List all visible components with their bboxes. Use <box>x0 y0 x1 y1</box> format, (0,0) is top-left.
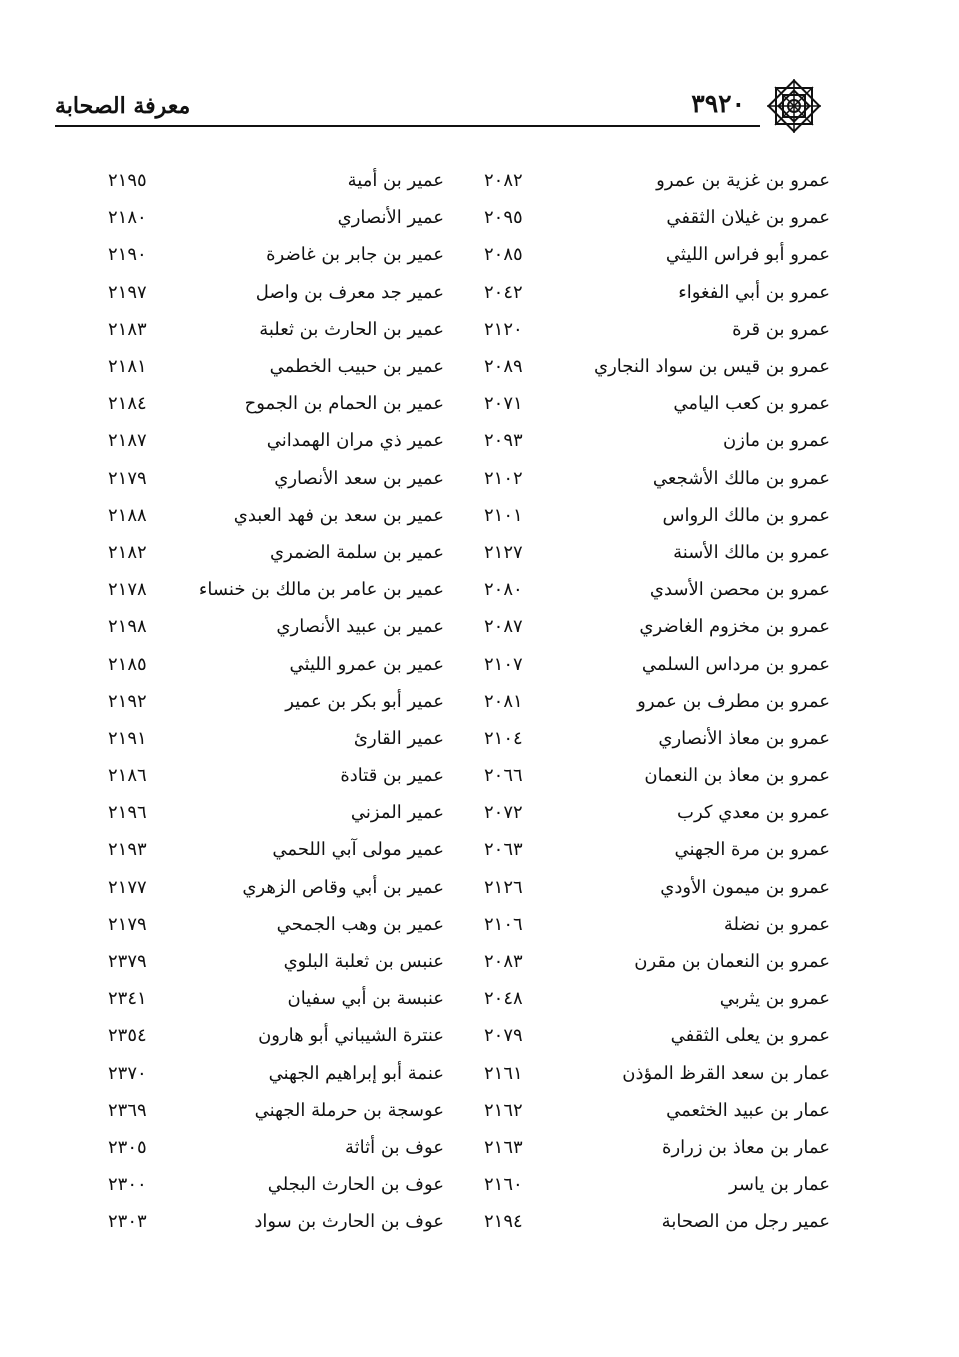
entry-name: عمير بن حبيب الخطمي <box>269 356 444 378</box>
index-entry <box>471 422 830 459</box>
entry-reference-number: ٢١٠٢ <box>484 467 523 489</box>
index-entry <box>100 236 459 273</box>
index-entry <box>100 348 459 385</box>
index-entry <box>100 869 459 906</box>
index-entry <box>100 385 459 422</box>
entry-name: عمرو بن يعلى الثقفي <box>670 1025 830 1047</box>
book-title: معرفة الصحابة <box>55 93 191 119</box>
entry-name: عمرو بن يثربي <box>719 988 830 1010</box>
index-entry <box>471 274 830 311</box>
entry-name: عمرو بن مالك الأسنة <box>673 541 830 563</box>
entry-name: عمرو بن مازن <box>723 430 830 452</box>
entry-reference-number: ٢١٩٦ <box>108 802 147 824</box>
entry-reference-number: ٢١٦٠ <box>484 1174 523 1196</box>
entry-reference-number: ٢٣٦٩ <box>108 1099 147 1121</box>
index-entry <box>471 794 830 831</box>
entry-name: عمير بن عبيد الأنصاري <box>276 616 444 638</box>
entry-reference-number: ٢١٧٨ <box>108 579 147 601</box>
entry-name: عمير الأنصاري <box>337 207 444 229</box>
entry-reference-number: ٢١٧٩ <box>108 467 147 489</box>
index-entry <box>471 1166 830 1203</box>
index-entry <box>471 1092 830 1129</box>
entry-reference-number: ٢٠٩٥ <box>484 207 523 229</box>
index-entry <box>471 311 830 348</box>
entry-name: عمرو بن معاذ الأنصاري <box>658 727 830 749</box>
entry-reference-number: ٢١٨٥ <box>108 653 147 675</box>
index-entry <box>100 794 459 831</box>
index-entry <box>471 757 830 794</box>
entry-name: عنبس بن ثعلبة البلوي <box>283 951 444 973</box>
entry-name: عمرو بن معاذ بن النعمان <box>644 765 830 787</box>
entry-name: عمرو بن ميمون الأودي <box>660 876 830 898</box>
entry-name: عمير بن الحمام بن الجموح <box>244 393 444 415</box>
entry-reference-number: ٢١٨٣ <box>108 318 147 340</box>
index-column-right <box>471 162 830 1240</box>
entry-name: عمرو بن محصن الأسدي <box>649 579 830 601</box>
index-entry <box>100 608 459 645</box>
index-entry <box>100 571 459 608</box>
entry-name: عمرو بن النعمان بن مقرن <box>634 951 830 973</box>
entry-name: عمار بن ياسر <box>729 1174 830 1196</box>
entry-name: عمرو بن قيس بن سواد النجاري <box>594 356 830 378</box>
entry-name: عمير بن سلمة الضمري <box>269 541 444 563</box>
index-entry <box>100 1166 459 1203</box>
index-entry <box>471 385 830 422</box>
entry-name: عمير جد معرف بن واصل <box>255 281 444 303</box>
page-number: ٣٩٢٠ <box>691 89 745 118</box>
entry-reference-number: ٢٣٤١ <box>108 988 147 1010</box>
entry-name: عمرو بن مرداس السلمي <box>641 653 830 675</box>
entry-name: عمرو أبو فراس الليثي <box>665 244 830 266</box>
index-entry <box>471 199 830 236</box>
index-entry <box>100 943 459 980</box>
entry-reference-number: ٢١٦٣ <box>484 1136 523 1158</box>
index-entry <box>471 162 830 199</box>
entry-name: عوف بن أثاثة <box>344 1136 444 1158</box>
entry-name: عمرو بن مطرف بن عمرو <box>637 690 830 712</box>
entry-name: عمار بن سعد القرظ المؤذن <box>622 1062 830 1084</box>
entry-reference-number: ٢٠٧٢ <box>484 802 523 824</box>
entry-reference-number: ٢٠٨٢ <box>484 170 523 192</box>
index-entry <box>471 980 830 1017</box>
entry-name: عمير ذي مران الهمداني <box>266 430 444 452</box>
entry-reference-number: ٢٣٧٩ <box>108 951 147 973</box>
entry-reference-number: ٢٣٠٥ <box>108 1136 147 1158</box>
entry-name: عمير بن أبي وقاص الزهري <box>242 876 444 898</box>
entry-reference-number: ٢٠٩٣ <box>484 430 523 452</box>
entry-reference-number: ٢٠٨٧ <box>484 616 523 638</box>
entry-reference-number: ٢٠٨٩ <box>484 356 523 378</box>
entry-name: عوف بن الحارث البجلي <box>267 1174 444 1196</box>
entry-name: عمير بن الحارث بن ثعلبة <box>259 318 444 340</box>
entry-reference-number: ٢١٩١ <box>108 727 147 749</box>
entry-name: عمير بن سعد الأنصاري <box>274 467 444 489</box>
entry-reference-number: ٢١٩٢ <box>108 690 147 712</box>
index-entry <box>100 162 459 199</box>
entry-name: عمير بن عمرو الليثي <box>289 653 444 675</box>
entry-reference-number: ٢٠٨١ <box>484 690 523 712</box>
entry-name: عمرو بن غزية بن عمرو <box>656 170 830 192</box>
entry-reference-number: ٢٣٥٤ <box>108 1025 147 1047</box>
entry-reference-number: ٢٠٤٢ <box>484 281 523 303</box>
entry-reference-number: ٢١٩٥ <box>108 170 147 192</box>
index-entry <box>100 460 459 497</box>
entry-name: عمير مولى آبي اللحمي <box>272 839 444 861</box>
index-entry <box>471 943 830 980</box>
entry-reference-number: ٢١٩٨ <box>108 616 147 638</box>
entry-name: عنترة الشيباني أبو هارون <box>258 1025 444 1047</box>
index-entry <box>471 1203 830 1240</box>
header-rule <box>55 125 760 127</box>
entry-reference-number: ٢١٠٧ <box>484 653 523 675</box>
entry-name: عوسجة بن حرملة الجهني <box>254 1099 444 1121</box>
index-entry <box>100 720 459 757</box>
entry-reference-number: ٢٠٦٣ <box>484 839 523 861</box>
entry-reference-number: ٢١٨٨ <box>108 504 147 526</box>
entry-reference-number: ٢٣٧٠ <box>108 1062 147 1084</box>
entry-name: عمرو بن مالك الأشجعي <box>652 467 830 489</box>
index-entry <box>100 497 459 534</box>
entry-name: عنبسة بن أبي سفيان <box>287 988 444 1010</box>
index-entries <box>100 162 830 1240</box>
entry-reference-number: ٢٠٨٣ <box>484 951 523 973</box>
entry-reference-number: ٢٠٤٨ <box>484 988 523 1010</box>
entry-reference-number: ٢١٢٠ <box>484 318 523 340</box>
entry-reference-number: ٢٠٨٠ <box>484 579 523 601</box>
entry-reference-number: ٢١٩٤ <box>484 1211 523 1233</box>
entry-reference-number: ٢١٠٤ <box>484 727 523 749</box>
entry-reference-number: ٢١٨٢ <box>108 541 147 563</box>
index-entry <box>471 869 830 906</box>
entry-name: عمرو بن أبي الفغواء <box>678 281 830 303</box>
entry-reference-number: ٢١٦١ <box>484 1062 523 1084</box>
entry-reference-number: ٢١٩٧ <box>108 281 147 303</box>
index-entry <box>100 1092 459 1129</box>
entry-reference-number: ٢١٩٣ <box>108 839 147 861</box>
entry-reference-number: ٢١٨٠ <box>108 207 147 229</box>
entry-reference-number: ٢٠٦٦ <box>484 765 523 787</box>
index-entry <box>100 534 459 571</box>
index-entry <box>471 831 830 868</box>
index-entry <box>100 1203 459 1240</box>
index-entry <box>100 1017 459 1054</box>
index-entry <box>100 1129 459 1166</box>
index-entry <box>471 1017 830 1054</box>
index-entry <box>471 645 830 682</box>
entry-name: عمير بن جابر بن غاضرة <box>266 244 444 266</box>
entry-reference-number: ٢٠٨٥ <box>484 244 523 266</box>
entry-name: عمرو بن غيلان الثقفي <box>666 207 830 229</box>
entry-name: عمير رجل من الصحابة <box>661 1211 830 1233</box>
entry-name: عوف بن الحارث بن سواد <box>254 1211 444 1233</box>
entry-name: عمرو بن قرة <box>732 318 830 340</box>
entry-reference-number: ٢١٢٦ <box>484 876 523 898</box>
index-entry <box>471 720 830 757</box>
entry-reference-number: ٢٣٠٠ <box>108 1174 147 1196</box>
index-entry <box>100 311 459 348</box>
entry-name: عمار بن معاذ بن زرارة <box>662 1136 830 1158</box>
index-entry <box>100 199 459 236</box>
entry-name: عمرو بن مخزوم الغاضري <box>639 616 830 638</box>
entry-reference-number: ٢١٩٠ <box>108 244 147 266</box>
entry-reference-number: ٢١٠٦ <box>484 913 523 935</box>
entry-name: عمير بن أمية <box>347 170 444 192</box>
index-entry <box>100 831 459 868</box>
index-entry <box>471 906 830 943</box>
octagram-ornament-icon <box>763 75 825 137</box>
index-entry <box>471 1055 830 1092</box>
index-entry <box>100 645 459 682</box>
entry-name: عمار بن عبيد الخثعمي <box>666 1099 830 1121</box>
entry-reference-number: ٢١٨٧ <box>108 430 147 452</box>
index-entry <box>471 497 830 534</box>
index-entry <box>471 571 830 608</box>
entry-reference-number: ٢١٨١ <box>108 356 147 378</box>
index-entry <box>471 534 830 571</box>
entry-name: عمرو بن مرة الجهني <box>674 839 830 861</box>
index-entry <box>471 348 830 385</box>
index-entry <box>100 683 459 720</box>
entry-reference-number: ٢٣٠٣ <box>108 1211 147 1233</box>
entry-reference-number: ٢٠٧٩ <box>484 1025 523 1047</box>
index-entry <box>100 1055 459 1092</box>
index-column-left <box>100 162 459 1240</box>
entry-reference-number: ٢١٠١ <box>484 504 523 526</box>
entry-reference-number: ٢١٨٦ <box>108 765 147 787</box>
entry-name: عمير بن وهب الجمحي <box>276 913 444 935</box>
index-entry <box>471 460 830 497</box>
entry-name: عمير بن قتادة <box>340 765 444 787</box>
entry-name: عنمة أبو إبراهيم الجهني <box>268 1062 444 1084</box>
entry-name: عمير بن سعد بن فهد العبدي <box>233 504 444 526</box>
entry-name: عمرو بن كعب اليامي <box>673 393 830 415</box>
index-entry <box>100 906 459 943</box>
index-entry <box>100 757 459 794</box>
index-entry <box>471 1129 830 1166</box>
entry-reference-number: ٢١٦٢ <box>484 1099 523 1121</box>
index-entry <box>471 608 830 645</box>
entry-reference-number: ٢١٢٧ <box>484 541 523 563</box>
entry-reference-number: ٢٠٧١ <box>484 393 523 415</box>
entry-reference-number: ٢١٧٧ <box>108 876 147 898</box>
entry-name: عمير المزني <box>350 802 444 824</box>
entry-name: عمير القارئ <box>353 727 444 749</box>
index-entry <box>471 236 830 273</box>
entry-reference-number: ٢١٧٩ <box>108 913 147 935</box>
index-entry <box>100 274 459 311</box>
entry-name: عمرو بن نضلة <box>723 913 830 935</box>
entry-name: عمير أبو بكر بن عمير <box>285 690 444 712</box>
entry-name: عمرو بن معدي كرب <box>677 802 830 824</box>
entry-name: عمير بن عامر بن مالك بن خنساء <box>198 579 444 601</box>
index-entry <box>471 683 830 720</box>
page-header <box>55 75 825 135</box>
index-entry <box>100 422 459 459</box>
entry-name: عمرو بن مالك الرواس <box>662 504 830 526</box>
index-entry <box>100 980 459 1017</box>
entry-reference-number: ٢١٨٤ <box>108 393 147 415</box>
